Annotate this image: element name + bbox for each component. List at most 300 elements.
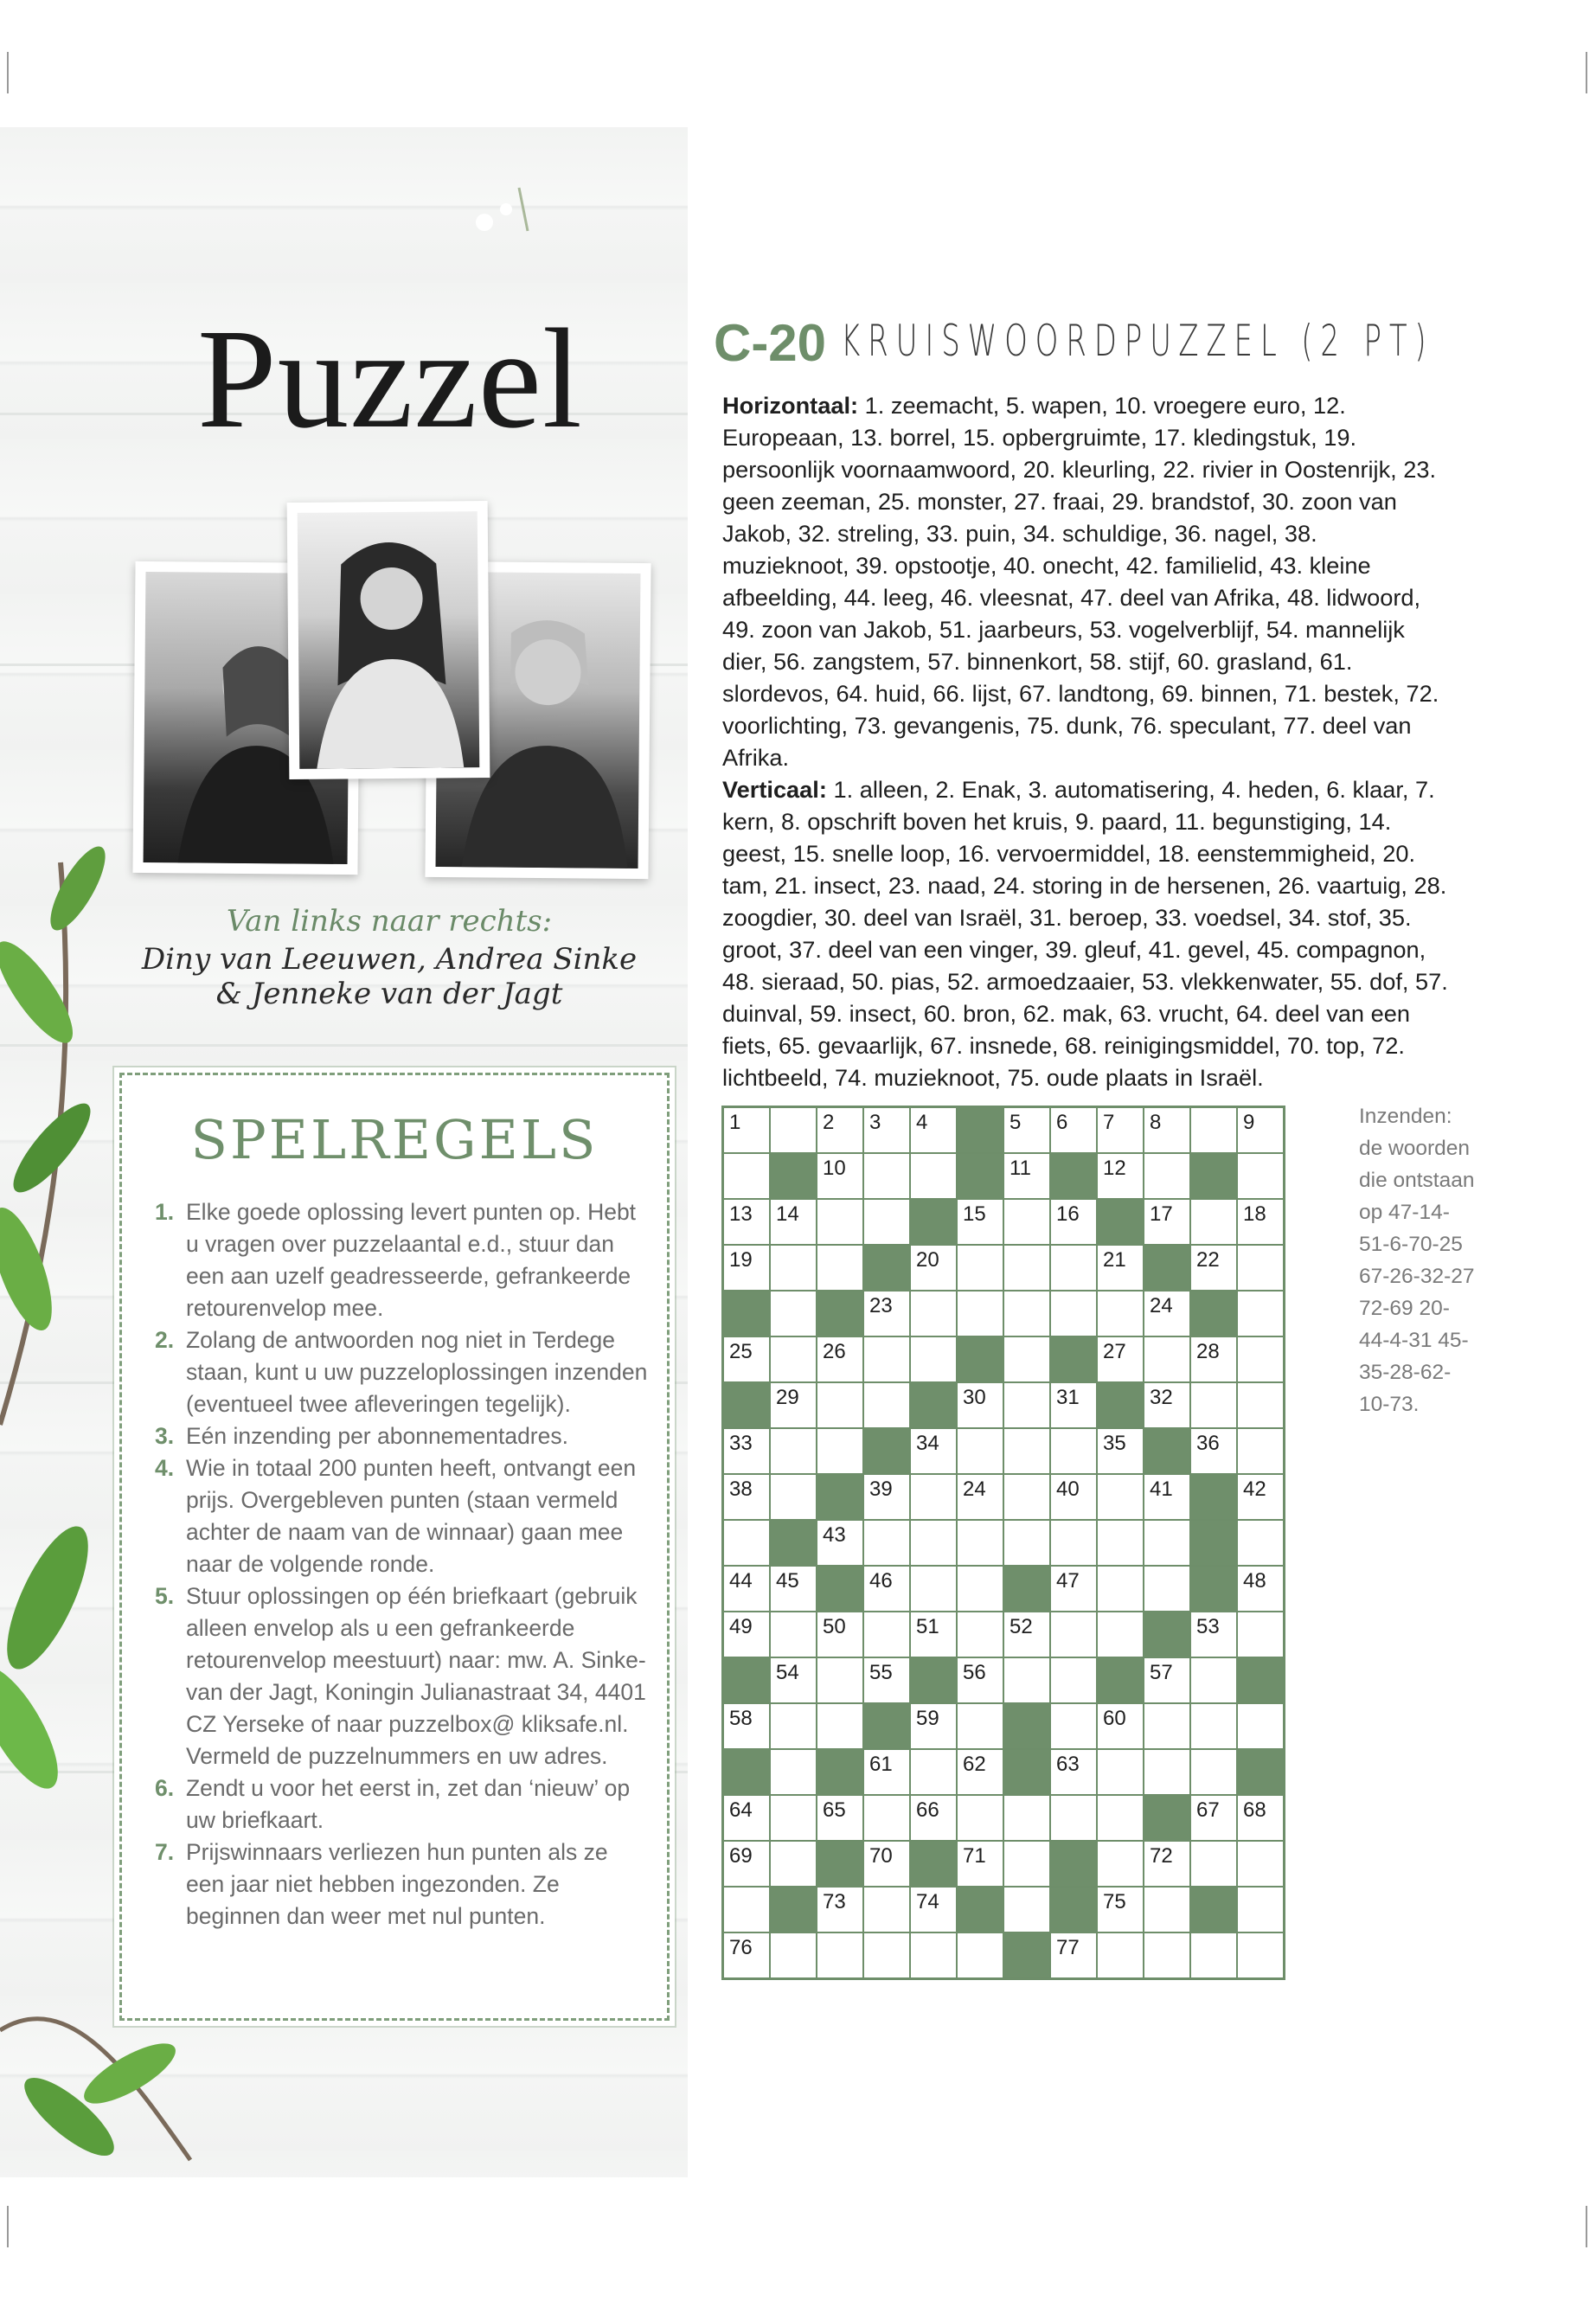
grid-cell[interactable] — [910, 1612, 957, 1657]
clue-number: 23 — [869, 1294, 893, 1317]
clue-number: 77 — [1056, 1936, 1080, 1959]
grid-cell-black — [817, 1749, 863, 1795]
grid-cell[interactable] — [817, 1428, 863, 1474]
grid-cell[interactable] — [817, 1336, 863, 1382]
grid-cell[interactable] — [1050, 1428, 1097, 1474]
clue-number: 71 — [963, 1844, 986, 1868]
grid-cell[interactable] — [1237, 1153, 1285, 1199]
grid-cell[interactable] — [1237, 1107, 1285, 1154]
clue-number: 30 — [963, 1386, 986, 1409]
grid-cell-black — [1050, 1153, 1097, 1199]
grid-cell[interactable] — [1237, 1428, 1285, 1474]
grid-cell-black — [910, 1382, 957, 1428]
grid-cell[interactable] — [1237, 1566, 1285, 1612]
clue-number: 52 — [1010, 1615, 1033, 1638]
grid-cell[interactable] — [1097, 1153, 1144, 1199]
grid-cell[interactable] — [863, 1749, 910, 1795]
grid-cell[interactable] — [723, 1520, 771, 1566]
grid-cell-black — [770, 1887, 817, 1932]
grid-cell-black — [770, 1520, 817, 1566]
clue-number: 58 — [729, 1707, 753, 1730]
grid-cell[interactable] — [957, 1382, 1003, 1428]
rule-text: Zolang de antwoorden nog niet in Terdege staan, kunt u uw puzzeloplossingen inzenden (eventueel twee afleveringen tegelijk). — [186, 1327, 648, 1417]
grid-cell-black — [1144, 1245, 1190, 1291]
grid-cell[interactable] — [723, 1841, 771, 1887]
grid-row — [723, 1428, 1285, 1474]
grid-cell[interactable] — [957, 1520, 1003, 1566]
grid-cell[interactable] — [817, 1199, 863, 1245]
grid-cell[interactable] — [910, 1749, 957, 1795]
grid-cell[interactable] — [1097, 1291, 1144, 1336]
rule-item — [155, 1772, 648, 1836]
grid-cell[interactable] — [1190, 1657, 1237, 1703]
grid-cell[interactable] — [1050, 1245, 1097, 1291]
grid-cell[interactable] — [723, 1474, 771, 1520]
grid-cell[interactable] — [770, 1382, 817, 1428]
grid-cell[interactable] — [817, 1520, 863, 1566]
clue-number: 7 — [1103, 1111, 1115, 1134]
grid-cell[interactable] — [817, 1887, 863, 1932]
grid-row — [723, 1474, 1285, 1520]
clue-number: 42 — [1243, 1477, 1266, 1501]
grid-cell[interactable] — [1050, 1199, 1097, 1245]
grid-cell[interactable] — [910, 1795, 957, 1841]
grid-row — [723, 1749, 1285, 1795]
grid-cell[interactable] — [1050, 1749, 1097, 1795]
rule-text: Stuur oplossingen op één briefkaart (gebruik alleen envelop als u een gefrankeerde retourenvelop meestuurt) naar: mw. A. Sinke-van der Jagt, Koningin Julianastraat 34, 4401 CZ Yerseke of naar puzzelbox@ kliksafe.nl. Vermeld de puzzelnummers en uw adres. — [186, 1583, 646, 1769]
grid-cell[interactable] — [1097, 1107, 1144, 1154]
rule-item — [155, 1836, 648, 1932]
grid-cell[interactable] — [1003, 1153, 1050, 1199]
clue-number: 5 — [1010, 1111, 1022, 1134]
clue-number: 67 — [1196, 1798, 1220, 1822]
grid-row — [723, 1199, 1285, 1245]
grid-cell[interactable] — [817, 1382, 863, 1428]
grid-cell[interactable] — [910, 1474, 957, 1520]
grid-cell-black — [817, 1841, 863, 1887]
clue-number: 15 — [963, 1202, 986, 1226]
grid-cell-black — [1097, 1199, 1144, 1245]
grid-cell[interactable] — [770, 1199, 817, 1245]
grid-cell[interactable] — [957, 1566, 1003, 1612]
horizontal-clues: 1. zeemacht, 5. wapen, 10. vroegere euro, 12. Europeaan, 13. borrel, 15. opbergruimte, 17. kledingstuk, 19. persoonlijk voornaamwoord, 20. kleurling, 22. rivier in Oostenrijk, 23. geen zeeman, 25. monster, 27. fraai, 29. brandstof, 30. zoon van Jakob, 32. streling, 33. puin, 34. schuldige, 36. nagel, 38. muzieknoot, 39. opstootje, 40. onecht, 42. familielid, 43. kleine afbeelding, 44. leeg, 46. vleesnat, 47. deel van Afrika, 48. lidwoord, 49. zoon van Jakob, 51. jaarbeurs, 53. vogelverblijf, 54. mannelijk dier, 56. zangstem, 57. binnenkort, 58. stijf, 60. grasland, 61. slordevos, 64. huid, 66. lijst, 67. landtong, 69. binnen, 71. bestek, 72. voorlichting, 73. gevangenis, 75. dunk, 76. speculant, 77. deel van Afrika. — [722, 392, 1439, 771]
grid-cell[interactable] — [723, 1703, 771, 1749]
grid-cell[interactable] — [1097, 1932, 1144, 1979]
grid-cell[interactable] — [910, 1428, 957, 1474]
clue-number: 35 — [1103, 1432, 1126, 1455]
vertical-label: Verticaal: — [722, 776, 827, 803]
grid-cell[interactable] — [1097, 1841, 1144, 1887]
grid-cell[interactable] — [1237, 1245, 1285, 1291]
grid-cell[interactable] — [817, 1153, 863, 1199]
grid-row — [723, 1153, 1285, 1199]
grid-cell-black — [957, 1336, 1003, 1382]
grid-cell[interactable] — [817, 1612, 863, 1657]
grid-cell[interactable] — [1237, 1336, 1285, 1382]
rules-title: SPELREGELS — [190, 1108, 599, 1171]
grid-cell-black — [1144, 1612, 1190, 1657]
grid-cell[interactable] — [1097, 1336, 1144, 1382]
grid-cell[interactable] — [1237, 1795, 1285, 1841]
clue-number: 18 — [1243, 1202, 1266, 1226]
grid-cell[interactable] — [863, 1932, 910, 1979]
grid-cell[interactable] — [1097, 1428, 1144, 1474]
horizontal-label: Horizontaal: — [722, 392, 859, 419]
grid-cell[interactable] — [1190, 1245, 1237, 1291]
grid-cell[interactable] — [1237, 1520, 1285, 1566]
grid-cell[interactable] — [863, 1841, 910, 1887]
clue-number: 1 — [729, 1111, 741, 1134]
caption-names: Diny van Leeuwen, Andrea Sinke — [141, 942, 638, 977]
grid-cell[interactable] — [863, 1474, 910, 1520]
grid-cell[interactable] — [910, 1932, 957, 1979]
grid-cell[interactable] — [817, 1703, 863, 1749]
grid-cell-black — [1190, 1887, 1237, 1932]
grid-row — [723, 1520, 1285, 1566]
grid-row — [723, 1336, 1285, 1382]
grid-cell-black — [1097, 1657, 1144, 1703]
grid-cell-black — [1003, 1703, 1050, 1749]
grid-cell[interactable] — [770, 1657, 817, 1703]
grid-cell[interactable] — [1237, 1841, 1285, 1887]
grid-row — [723, 1887, 1285, 1932]
clue-number: 44 — [729, 1569, 753, 1593]
grid-row — [723, 1657, 1285, 1703]
grid-cell[interactable] — [1050, 1474, 1097, 1520]
grid-cell[interactable] — [1144, 1520, 1190, 1566]
rule-item — [155, 1452, 648, 1580]
grid-cell[interactable] — [910, 1336, 957, 1382]
grid-cell[interactable] — [770, 1107, 817, 1154]
grid-cell[interactable] — [863, 1520, 910, 1566]
rule-text: Prijswinnaars verliezen hun punten als ze een jaar niet hebben ingezonden. Ze beginnen dan weer met nul punten. — [186, 1839, 608, 1929]
grid-cell[interactable] — [1144, 1336, 1190, 1382]
grid-cell[interactable] — [957, 1749, 1003, 1795]
clue-number: 34 — [916, 1432, 939, 1455]
clue-number: 50 — [823, 1615, 846, 1638]
grid-cell[interactable] — [817, 1657, 863, 1703]
grid-cell[interactable] — [1003, 1612, 1050, 1657]
grid-cell[interactable] — [910, 1291, 957, 1336]
clue-number: 73 — [823, 1890, 846, 1913]
grid-cell[interactable] — [863, 1566, 910, 1612]
clue-number: 26 — [823, 1340, 846, 1363]
grid-cell[interactable] — [723, 1566, 771, 1612]
grid-cell[interactable] — [770, 1566, 817, 1612]
grid-cell[interactable] — [1097, 1612, 1144, 1657]
grid-row — [723, 1382, 1285, 1428]
grid-cell[interactable] — [863, 1795, 910, 1841]
grid-cell[interactable] — [1237, 1474, 1285, 1520]
grid-cell[interactable] — [723, 1428, 771, 1474]
grid-cell[interactable] — [1190, 1428, 1237, 1474]
grid-cell-black — [723, 1749, 771, 1795]
grid-cell[interactable] — [1003, 1474, 1050, 1520]
grid-cell[interactable] — [723, 1887, 771, 1932]
grid-cell-black — [863, 1245, 910, 1291]
grid-cell[interactable] — [1190, 1612, 1237, 1657]
clue-number: 62 — [963, 1753, 986, 1776]
grid-cell[interactable] — [957, 1474, 1003, 1520]
grid-cell[interactable] — [817, 1107, 863, 1154]
grid-cell[interactable] — [1190, 1336, 1237, 1382]
grid-cell[interactable] — [1144, 1291, 1190, 1336]
grid-cell[interactable] — [1097, 1245, 1144, 1291]
grid-cell[interactable] — [1003, 1107, 1050, 1154]
grid-cell[interactable] — [817, 1245, 863, 1291]
grid-cell[interactable] — [770, 1291, 817, 1336]
grid-cell[interactable] — [1144, 1474, 1190, 1520]
clue-number: 72 — [1150, 1844, 1173, 1868]
grid-cell[interactable] — [1097, 1887, 1144, 1932]
grid-cell-black — [910, 1841, 957, 1887]
clue-number: 24 — [1150, 1294, 1173, 1317]
grid-cell[interactable] — [770, 1428, 817, 1474]
grid-cell[interactable] — [1144, 1199, 1190, 1245]
grid-cell[interactable] — [1003, 1657, 1050, 1703]
crop-mark — [1586, 2206, 1587, 2247]
rule-number: 1. — [155, 1199, 175, 1225]
clue-number: 21 — [1103, 1248, 1126, 1272]
grid-cell[interactable] — [1237, 1703, 1285, 1749]
grid-cell[interactable] — [957, 1291, 1003, 1336]
grid-cell[interactable] — [1050, 1291, 1097, 1336]
grid-cell[interactable] — [863, 1657, 910, 1703]
grid-cell[interactable] — [1097, 1520, 1144, 1566]
grid-cell[interactable] — [863, 1887, 910, 1932]
clue-number: 54 — [776, 1661, 799, 1684]
grid-cell[interactable] — [723, 1153, 771, 1199]
grid-cell[interactable] — [723, 1795, 771, 1841]
grid-cell[interactable] — [1237, 1887, 1285, 1932]
grid-cell[interactable] — [957, 1245, 1003, 1291]
grid-cell[interactable] — [957, 1612, 1003, 1657]
grid-cell[interactable] — [1003, 1887, 1050, 1932]
grid-cell[interactable] — [1050, 1566, 1097, 1612]
grid-cell[interactable] — [863, 1336, 910, 1382]
grid-cell[interactable] — [1003, 1199, 1050, 1245]
clue-number: 29 — [776, 1386, 799, 1409]
grid-cell[interactable] — [723, 1932, 771, 1979]
grid-cell[interactable] — [910, 1520, 957, 1566]
grid-cell[interactable] — [1190, 1382, 1237, 1428]
grid-cell[interactable] — [1050, 1612, 1097, 1657]
grid-cell[interactable] — [1050, 1107, 1097, 1154]
grid-cell[interactable] — [1050, 1520, 1097, 1566]
grid-cell[interactable] — [770, 1245, 817, 1291]
grid-cell[interactable] — [1097, 1795, 1144, 1841]
rule-text: Wie in totaal 200 punten heeft, ontvangt een prijs. Overgebleven punten (staan vermeld achter de naam van de winnaar) gaan mee naar de volgende ronde. — [186, 1455, 637, 1577]
grid-cell[interactable] — [1190, 1932, 1237, 1979]
grid-cell[interactable] — [723, 1612, 771, 1657]
grid-cell[interactable] — [957, 1657, 1003, 1703]
grid-cell-black — [817, 1291, 863, 1336]
clue-number: 60 — [1103, 1707, 1126, 1730]
vertical-clues: 1. alleen, 2. Enak, 3. automatisering, 4. heden, 6. klaar, 7. kern, 8. opschrift boven het kruis, 9. paard, 11. begunstiging, 14. geest, 15. snelle loop, 16. vervoermiddel, 18. eenstemmigheid, 20. tam, 21. insect, 23. naad, 24. storing in de hersenen, 26. vaartuig, 28. zoogdier, 30. deel van Israël, 31. beroep, 33. voedsel, 34. stof, 35. groot, 37. deel van een vinger, 39. gleuf, 41. gevel, 45. compagnon, 48. sieraad, 50. pias, 52. armoedzaaier, 53. vlekkenwater, 55. dof, 57. duinval, 59. insect, 60. bron, 62. mak, 63. vrucht, 64. deel van een fiets, 65. gevaarlijk, 67. insnede, 68. reinigingsmiddel, 70. top, 72. lichtbeeld, 74. muzieknoot, 75. oude plaats in Israël. — [722, 776, 1448, 1091]
grid-cell[interactable] — [1190, 1107, 1237, 1154]
grid-cell[interactable] — [957, 1199, 1003, 1245]
crop-mark — [7, 52, 9, 93]
clue-number: 14 — [776, 1202, 799, 1226]
clue-number: 8 — [1150, 1111, 1162, 1134]
rule-number: 5. — [155, 1583, 175, 1609]
grid-cell[interactable] — [770, 1795, 817, 1841]
caption-heading: Van links naar rechts: — [226, 904, 553, 939]
grid-cell[interactable] — [1050, 1382, 1097, 1428]
clue-number: 69 — [729, 1844, 753, 1868]
grid-cell[interactable] — [770, 1932, 817, 1979]
grid-cell[interactable] — [957, 1795, 1003, 1841]
grid-cell[interactable] — [1190, 1749, 1237, 1795]
grid-cell[interactable] — [1144, 1107, 1190, 1154]
grid-cell[interactable] — [910, 1107, 957, 1154]
clue-number: 38 — [729, 1477, 753, 1501]
grid-cell[interactable] — [770, 1474, 817, 1520]
grid-cell[interactable] — [1190, 1841, 1237, 1887]
grid-cell[interactable] — [1003, 1291, 1050, 1336]
grid-cell[interactable] — [1050, 1657, 1097, 1703]
grid-cell[interactable] — [1003, 1795, 1050, 1841]
grid-cell[interactable] — [1097, 1703, 1144, 1749]
grid-cell[interactable] — [1237, 1199, 1285, 1245]
grid-cell[interactable] — [957, 1428, 1003, 1474]
clue-number: 28 — [1196, 1340, 1220, 1363]
clue-number: 33 — [729, 1432, 753, 1455]
grid-cell[interactable] — [1097, 1474, 1144, 1520]
person-silhouette-icon — [298, 511, 480, 769]
grid-cell-black — [910, 1199, 957, 1245]
grid-cell[interactable] — [1003, 1382, 1050, 1428]
clue-number: 39 — [869, 1477, 893, 1501]
rule-number: 4. — [155, 1455, 175, 1481]
grid-row — [723, 1107, 1285, 1154]
rule-number: 6. — [155, 1775, 175, 1801]
grid-cell-black — [1190, 1291, 1237, 1336]
grid-cell-black — [957, 1887, 1003, 1932]
grid-cell[interactable] — [1003, 1841, 1050, 1887]
grid-row — [723, 1841, 1285, 1887]
grid-cell[interactable] — [1144, 1153, 1190, 1199]
clue-number: 16 — [1056, 1202, 1080, 1226]
clue-number: 31 — [1056, 1386, 1080, 1409]
grid-cell[interactable] — [863, 1199, 910, 1245]
clue-number: 4 — [916, 1111, 928, 1134]
grid-cell[interactable] — [723, 1107, 771, 1154]
clue-number: 59 — [916, 1707, 939, 1730]
grid-cell[interactable] — [1003, 1520, 1050, 1566]
clue-number: 53 — [1196, 1615, 1220, 1638]
clue-number: 75 — [1103, 1890, 1126, 1913]
grid-cell[interactable] — [817, 1932, 863, 1979]
grid-cell[interactable] — [957, 1703, 1003, 1749]
grid-cell[interactable] — [910, 1245, 957, 1291]
grid-cell-black — [723, 1291, 771, 1336]
rule-number: 2. — [155, 1327, 175, 1353]
clue-number: 41 — [1150, 1477, 1173, 1501]
grid-cell[interactable] — [770, 1612, 817, 1657]
grid-cell[interactable] — [770, 1841, 817, 1887]
grid-cell[interactable] — [910, 1153, 957, 1199]
grid-cell[interactable] — [1050, 1703, 1097, 1749]
grid-cell[interactable] — [770, 1336, 817, 1382]
grid-cell[interactable] — [863, 1382, 910, 1428]
grid-cell[interactable] — [1097, 1749, 1144, 1795]
clue-number: 68 — [1243, 1798, 1266, 1822]
grid-cell[interactable] — [957, 1932, 1003, 1979]
grid-cell[interactable] — [910, 1703, 957, 1749]
grid-cell-black — [1003, 1566, 1050, 1612]
grid-cell-black — [1050, 1841, 1097, 1887]
grid-cell-black — [1237, 1749, 1285, 1795]
clue-number: 57 — [1150, 1661, 1173, 1684]
grid-cell[interactable] — [1237, 1932, 1285, 1979]
grid-cell[interactable] — [1003, 1428, 1050, 1474]
grid-cell[interactable] — [1190, 1795, 1237, 1841]
clue-number: 20 — [916, 1248, 939, 1272]
clue-number: 40 — [1056, 1477, 1080, 1501]
grid-cell[interactable] — [1003, 1336, 1050, 1382]
grid-cell[interactable] — [863, 1291, 910, 1336]
grid-cell[interactable] — [723, 1336, 771, 1382]
grid-cell-black — [1190, 1520, 1237, 1566]
rule-item — [155, 1580, 648, 1772]
grid-cell[interactable] — [1237, 1291, 1285, 1336]
grid-cell[interactable] — [1144, 1887, 1190, 1932]
grid-cell[interactable] — [910, 1887, 957, 1932]
grid-cell[interactable] — [1190, 1199, 1237, 1245]
grid-cell-black — [1050, 1336, 1097, 1382]
grid-cell[interactable] — [1190, 1703, 1237, 1749]
grid-cell[interactable] — [1144, 1703, 1190, 1749]
clue-number: 51 — [916, 1615, 939, 1638]
clue-number: 3 — [869, 1111, 881, 1134]
grid-cell[interactable] — [723, 1245, 771, 1291]
grid-cell[interactable] — [1237, 1612, 1285, 1657]
grid-cell[interactable] — [770, 1749, 817, 1795]
rule-item — [155, 1324, 648, 1420]
grid-cell[interactable] — [1144, 1566, 1190, 1612]
grid-cell[interactable] — [1097, 1566, 1144, 1612]
rule-number: 7. — [155, 1839, 175, 1865]
page-title: Puzzel — [197, 299, 583, 458]
grid-cell[interactable] — [1144, 1841, 1190, 1887]
rule-item — [155, 1420, 648, 1452]
grid-cell-black — [957, 1107, 1003, 1154]
grid-cell[interactable] — [1050, 1795, 1097, 1841]
crop-mark — [7, 2206, 9, 2247]
grid-cell[interactable] — [863, 1153, 910, 1199]
grid-cell[interactable] — [1237, 1382, 1285, 1428]
grid-cell[interactable] — [1144, 1382, 1190, 1428]
grid-cell[interactable] — [863, 1107, 910, 1154]
grid-cell[interactable] — [863, 1612, 910, 1657]
grid-cell[interactable] — [1144, 1749, 1190, 1795]
puzzle-code: C-20 — [714, 314, 827, 372]
grid-cell[interactable] — [957, 1841, 1003, 1887]
grid-cell[interactable] — [1003, 1245, 1050, 1291]
grid-cell[interactable] — [723, 1199, 771, 1245]
grid-cell[interactable] — [1144, 1657, 1190, 1703]
clue-number: 6 — [1056, 1111, 1068, 1134]
grid-cell[interactable] — [910, 1566, 957, 1612]
grid-cell[interactable] — [817, 1795, 863, 1841]
clue-number: 13 — [729, 1202, 753, 1226]
grid-cell[interactable] — [770, 1703, 817, 1749]
clue-number: 22 — [1196, 1248, 1220, 1272]
grid-cell[interactable] — [1050, 1932, 1097, 1979]
grid-cell[interactable] — [1144, 1932, 1190, 1979]
grid-cell-black — [1144, 1795, 1190, 1841]
